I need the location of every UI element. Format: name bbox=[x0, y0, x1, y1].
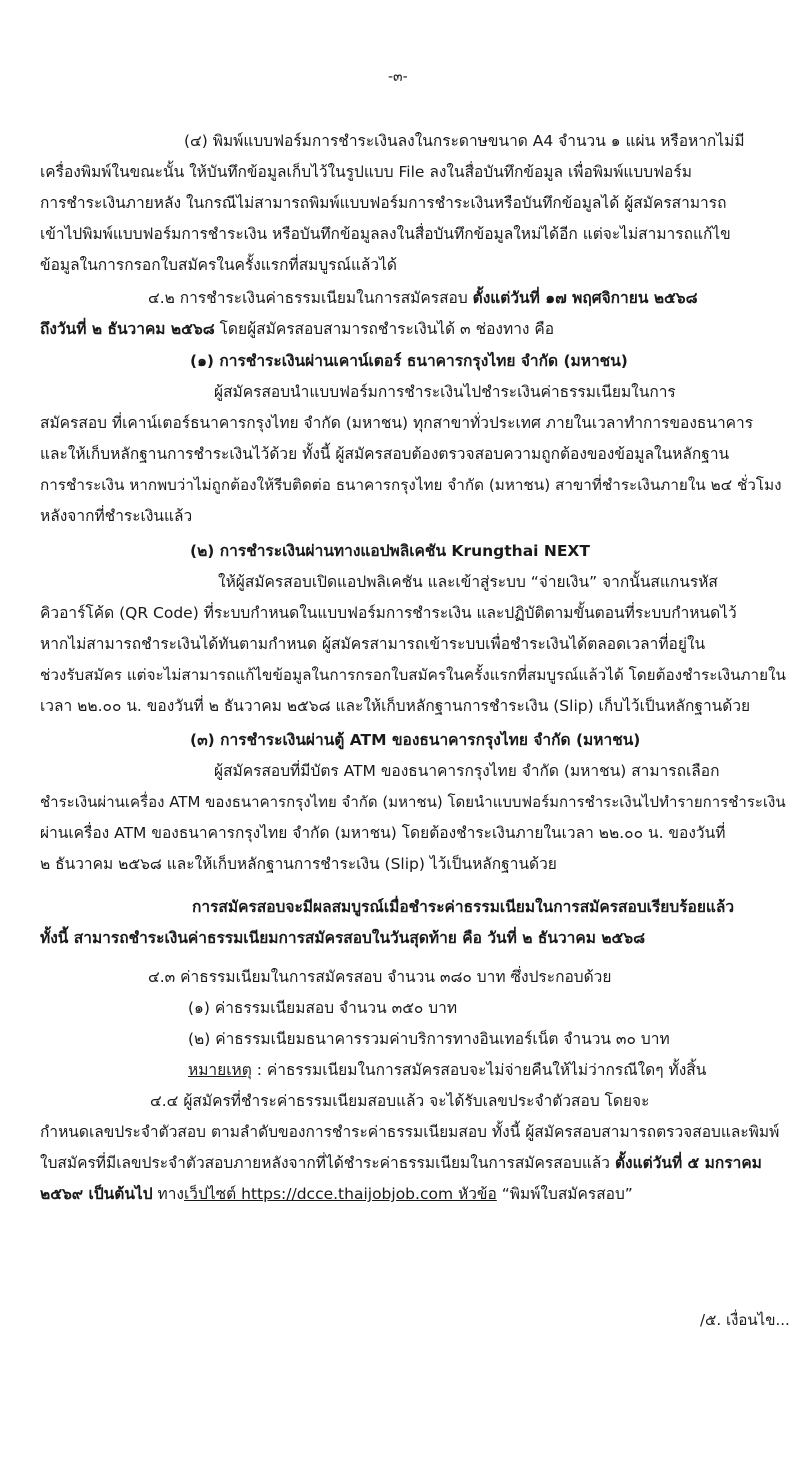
paragraph-line: ผ่านเครื่อง ATM ของธนาคารกรุงไทย จำกัด (มหาชน) โดยต้องชำระเงินภายในเวลา ๒๒.๐๐ น. ของวันที่ bbox=[40, 824, 726, 842]
paragraph-line: การชำระเงินภายหลัง ในกรณีไม่สามารถพิมพ์แบบฟอร์มการชำระเงินหรือบันทึกข้อมูลได้ ผู้สมัครสามารถ bbox=[40, 194, 727, 212]
paragraph-line: ชำระเงินผ่านเครื่อง ATM ของธนาคารกรุงไทย จำกัด (มหาชน) โดยนำแบบฟอร์มการชำระเงินไปทำรายการชำระเงิน bbox=[40, 793, 786, 811]
fee-item: (๒) ค่าธรรมเนียมธนาคารรวมค่าบริการทางอินเทอร์เน็ต จำนวน ๓๐ บาท bbox=[188, 1030, 670, 1048]
section-4-2-date-end: ถึงวันที่ ๒ ธันวาคม ๒๕๖๘ bbox=[40, 320, 215, 338]
section-4-4-text: “พิมพ์ใบสมัครสอบ” bbox=[496, 1185, 633, 1203]
section-4-4-text: ใบสมัครที่มีเลขประจำตัวสอบภายหลังจากที่ได้ชำระค่าธรรมเนียมในการสมัครสอบแล้ว bbox=[40, 1154, 615, 1172]
fee-item: (๑) ค่าธรรมเนียมสอบ จำนวน ๓๕๐ บาท bbox=[188, 999, 458, 1017]
paragraph-line: เวลา ๒๒.๐๐ น. ของวันที่ ๒ ธันวาคม ๒๕๖๘ และให้เก็บหลักฐานการชำระเงิน (Slip) เก็บไว้เป็นหลักฐานด้วย bbox=[40, 697, 751, 715]
paragraph-line: ผู้สมัครสอบนำแบบฟอร์มการชำระเงินไปชำระเงินค่าธรรมเนียมในการ bbox=[214, 383, 676, 401]
paragraph-line: เครื่องพิมพ์ในขณะนั้น ให้บันทึกข้อมูลเก็บไว้ในรูปแบบ File ลงในสื่อบันทึกข้อมูล เพื่อพิมพ์แบบฟอร์ม bbox=[40, 163, 692, 181]
paragraph-line: และให้เก็บหลักฐานการชำระเงินไว้ด้วย ทั้งนี้ ผู้สมัครสอบต้องตรวจสอบความถูกต้องของข้อมูลในหลักฐาน bbox=[40, 445, 730, 463]
paragraph-line bbox=[40, 1183, 633, 1205]
paragraph-line: (๔) พิมพ์แบบฟอร์มการชำระเงินลงในกระดาษขนาด A4 จำนวน ๑ แผ่น หรือหากไม่มี bbox=[184, 132, 745, 150]
paragraph-line: ๔.๔ ผู้สมัครที่ชำระค่าธรรมเนียมสอบแล้ว จะได้รับเลขประจำตัวสอบ โดยจะ bbox=[150, 1092, 650, 1110]
paragraph-line: สมัครสอบ ที่เคาน์เตอร์ธนาคารกรุงไทย จำกัด (มหาชน) ทุกสาขาทั่วประเทศ ภายในเวลาทำการของธนาคาร bbox=[40, 414, 754, 432]
section-4-4-text: ทาง bbox=[152, 1185, 184, 1203]
section-4-2-text: โดยผู้สมัครสอบสามารถชำระเงินได้ ๓ ช่องทาง คือ bbox=[214, 320, 555, 338]
channel-3-title: (๓) การชำระเงินผ่านตู้ ATM ของธนาคารกรุงไทย จำกัด (มหาชน) bbox=[190, 731, 641, 749]
paragraph-line: กำหนดเลขประจำตัวสอบ ตามลำดับของการชำระค่าธรรมเนียมสอบ ทั้งนี้ ผู้สมัครสอบสามารถตรวจสอบและพิมพ์ bbox=[40, 1123, 780, 1141]
page-number: -๓- bbox=[388, 69, 408, 85]
paragraph-line: คิวอาร์โค้ด (QR Code) ที่ระบบกำหนดในแบบฟอร์มการชำระเงิน และปฏิบัติตามขั้นตอนที่ระบบกำหนดไว้ bbox=[40, 604, 737, 622]
section-4-2-line bbox=[148, 287, 698, 309]
paragraph-line: การชำระเงิน หากพบว่าไม่ถูกต้องให้รีบติดต่อ ธนาคารกรุงไทย จำกัด (มหาชน) สาขาที่ชำระเงินภายใน ๒๔ ชั่วโมง bbox=[40, 476, 782, 494]
paragraph-line: ให้ผู้สมัครสอบเปิดแอปพลิเคชัน และเข้าสู่ระบบ “จ่ายเงิน” จากนั้นสแกนรหัส bbox=[218, 573, 718, 591]
paragraph-line: ข้อมูลในการกรอกใบสมัครในครั้งแรกที่สมบูรณ์แล้วได้ bbox=[40, 256, 397, 274]
paragraph-line: เข้าไปพิมพ์แบบฟอร์มการชำระเงิน หรือบันทึกข้อมูลลงในสื่อบันทึกข้อมูลใหม่ได้อีก แต่จะไม่สามารถแก้ไข bbox=[40, 225, 731, 243]
section-4-4-date: ตั้งแต่วันที่ ๕ มกราคม bbox=[614, 1154, 762, 1172]
paragraph-line: ช่วงรับสมัคร แต่จะไม่สามารถแก้ไขข้อมูลในการกรอกใบสมัครในครั้งแรกที่สมบูรณ์แล้วได้ โดยต้องชำระเงินภายใน bbox=[40, 666, 786, 684]
completion-notice: การสมัครสอบจะมีผลสมบูรณ์เมื่อชำระค่าธรรมเนียมในการสมัครสอบเรียบร้อยแล้ว bbox=[192, 898, 735, 916]
section-4-4-date: ๒๕๖๙ เป็นต้นไป bbox=[40, 1185, 153, 1203]
paragraph-line: ผู้สมัครสอบที่มีบัตร ATM ของธนาคารกรุงไทย จำกัด (มหาชน) สามารถเลือก bbox=[214, 762, 720, 780]
section-4-2-text: ๔.๒ การชำระเงินค่าธรรมเนียมในการสมัครสอบ bbox=[148, 289, 473, 307]
fee-note-label: หมายเหตุ bbox=[188, 1061, 252, 1079]
paragraph-line bbox=[40, 1152, 762, 1174]
section-4-2-date-start: ตั้งแต่วันที่ ๑๗ พฤศจิกายน ๒๕๖๘ bbox=[472, 289, 698, 307]
website-link[interactable]: เว็ปไซต์ https://dcce.thaijobjob.com หัวข้อ bbox=[184, 1185, 497, 1203]
paragraph-line: หลังจากที่ชำระเงินแล้ว bbox=[40, 507, 193, 525]
channel-2-title: (๒) การชำระเงินผ่านทางแอปพลิเคชัน Krungthai NEXT bbox=[190, 542, 590, 560]
fee-note-text: : ค่าธรรมเนียมในการสมัครสอบจะไม่จ่ายคืนให้ไม่ว่ากรณีใดๆ ทั้งสิ้น bbox=[251, 1061, 707, 1079]
fee-note bbox=[188, 1059, 706, 1081]
continuation-footer: /๕. เงื่อนไข... bbox=[700, 1311, 790, 1329]
paragraph-line: ๒ ธันวาคม ๒๕๖๘ และให้เก็บหลักฐานการชำระเงิน (Slip) ไว้เป็นหลักฐานด้วย bbox=[40, 855, 557, 873]
section-4-2-line bbox=[40, 318, 554, 340]
paragraph-line: หากไม่สามารถชำระเงินได้ทันตามกำหนด ผู้สมัครสามารถเข้าระบบเพื่อชำระเงินได้ตลอดเวลาที่อยู่ใน bbox=[40, 635, 706, 653]
section-4-3-title: ๔.๓ ค่าธรรมเนียมในการสมัครสอบ จำนวน ๓๘๐ บาท ซึ่งประกอบด้วย bbox=[148, 968, 612, 986]
completion-notice: ทั้งนี้ สามารถชำระเงินค่าธรรมเนียมการสมัครสอบในวันสุดท้าย คือ วันที่ ๒ ธันวาคม ๒๕๖๘ bbox=[40, 929, 646, 947]
channel-1-title: (๑) การชำระเงินผ่านเคาน์เตอร์ ธนาคารกรุงไทย จำกัด (มหาชน) bbox=[190, 352, 628, 370]
